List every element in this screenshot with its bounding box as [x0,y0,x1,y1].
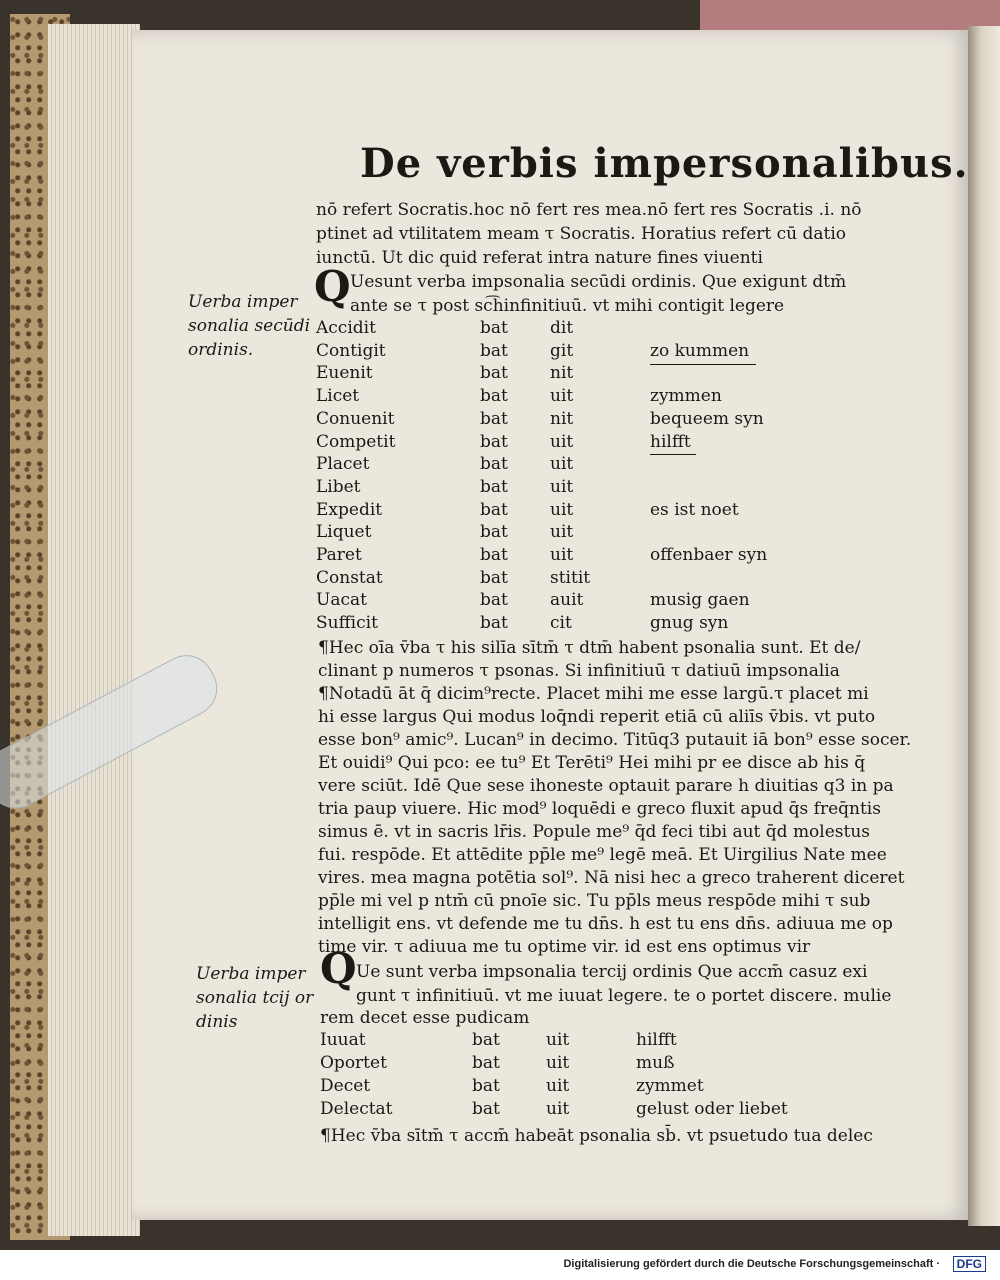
gloss-cell: hilfft [636,1030,677,1050]
ending-cell: bat [472,1053,500,1073]
text-line: ¶Hec v̄ba sītm̄ τ accm̄ habeāt psonalia sb̄. vt psuetudo tua delec [320,1126,873,1146]
ending-cell: bat [480,363,508,384]
ending-cell: bat [480,476,508,497]
verb-cell: Sufficit [316,613,378,634]
verb-cell: Competit [316,431,396,452]
margin-label: Uerba imper sonalia secūdi ordinis. [188,292,311,360]
page-stack-left [48,24,140,1236]
gloss-cell: muß [636,1053,675,1073]
text-line: clinant p numeros τ psonas. Si infinitiuū τ datiuū impsonalia [318,661,840,681]
ending-cell: bat [480,340,508,361]
ending-cell: bat [472,1076,500,1096]
text-line: intelligit ens. vt defende me tu dn̄s. h est tu ens dn̄s. adiuua me op [318,914,893,934]
gloss-cell: zymmen [650,386,722,407]
ending-cell: bat [480,499,508,520]
ending-cell: uit [550,386,574,407]
ending-cell: cit [550,613,572,634]
ending-cell: uit [550,499,574,520]
dfg-logo: DFG [953,1256,986,1272]
text-line: Ue sunt verba impsonalia tercij ordinis Que accm̄ casuz exi [356,962,868,982]
ending-cell: bat [472,1099,500,1119]
ending-cell: bat [480,454,508,475]
ending-cell: bat [480,408,508,429]
ending-cell: bat [480,386,508,407]
verb-cell: Liquet [316,522,372,543]
verb-cell: Libet [316,476,361,497]
text-line: esse bon⁹ amic⁹. Lucan⁹ in decimo. Titūq3 putauit iā bon⁹ esse socer. [318,730,912,750]
gloss-cell: bequeem syn [650,408,764,429]
gloss-cell: es ist noet [650,499,739,520]
ending-cell: nit [550,408,574,429]
text-line: fui. respōde. Et attēdite pp̄le me⁹ legē meā. Et Uirgilius Nate mee [318,845,887,865]
ending-cell: bat [472,1030,500,1050]
verb-cell: Placet [316,454,370,475]
verb-cell: Uacat [316,590,367,611]
page-title: De verbis impersonalibus. [360,140,969,187]
ending-cell: bat [480,545,508,565]
text-line: ptinet ad vtilitatem meam τ Socratis. Horatius refert cū datio [316,224,847,244]
verb-cell: Paret [316,545,362,565]
ending-cell: uit [546,1076,570,1096]
text-line: vires. mea magna potētia sol⁹. Nā nisi hec a greco traherent diceret [318,868,905,888]
ending-cell: git [550,340,574,361]
footer [0,1250,1000,1280]
text-line: pp̄le mi vel p ntm̄ cū pnoīe sic. Tu pp̄ls meus respōde mihi τ sub [318,891,871,911]
verb-cell: Decet [320,1076,371,1096]
gloss-cell: gelust oder liebet [636,1099,788,1119]
text-line: time vir. τ adiuua me tu optime vir. id est ens optimus vir [318,937,811,957]
ending-cell: bat [480,590,508,611]
text-line: tria paup viuere. Hic mod⁹ loquēdi e greco fluxit apud q̄s freq̄ntis [318,799,881,819]
gloss-cell: hilfft [650,431,691,452]
verb-cell: Conuenit [316,408,395,429]
text-line: Et ouidi⁹ Qui pco: ee tu⁹ Et Terēti⁹ Hei mihi pr ee disce ab his q̄ [318,753,866,773]
text-line: ante se τ post sc͡hinfinitiuū. vt mihi contigit legere [350,296,785,316]
verb-cell: Delectat [320,1099,393,1119]
verb-cell: Euenit [316,363,373,384]
ending-cell: uit [546,1030,570,1050]
text-line: iunctū. Ut dic quid referat intra nature fines viuenti [316,248,763,268]
ending-cell: uit [550,454,574,475]
text-line: hi esse largus Qui modus loq̄ndi reperit etiā cū aliīs v̄bis. vt puto [318,707,876,727]
ending-cell: bat [480,567,508,588]
underline-mark [650,454,696,455]
text-line: vere sciūt. Idē Que sese ihoneste optauit parare h diuitias q3 in pa [318,776,894,796]
text-line: gunt τ infinitiuū. vt me iuuat legere. te o portet discere. mulie [356,986,892,1006]
ending-cell: bat [480,318,508,338]
text-line: rem decet esse pudicam [320,1008,530,1028]
ending-cell: uit [550,476,574,497]
drop-cap: Q [314,262,351,311]
verb-cell: Contigit [316,340,386,361]
underline-mark [650,364,756,365]
ending-cell: auit [550,590,584,611]
text-line: simus ē. vt in sacris lr̄is. Popule me⁹ q̄d feci tibi aut q̄d molestus [318,822,871,842]
verb-cell: Accidit [316,318,376,338]
gloss-cell: offenbaer syn [650,545,768,565]
verb-cell: Licet [316,386,360,407]
ending-cell: uit [550,431,574,452]
ending-cell: uit [546,1053,570,1073]
page-stack-right [968,26,1000,1226]
margin-label: Uerba imper sonalia tcij or dinis [196,964,314,1032]
gloss-cell: zo kummen [650,340,750,361]
ending-cell: uit [546,1099,570,1119]
text-line: ¶Notadū āt q̄ dicim⁹recte. Placet mihi me esse largū.τ placet mi [318,684,869,704]
funding-credit: Digitalisierung gefördert durch die Deutsche Forschungsgemeinschaft · [563,1258,940,1270]
gloss-cell: musig gaen [650,590,750,611]
ending-cell: uit [550,545,574,565]
text-line: ¶Hec oīa v̄ba τ his silīa sītm̄ τ dtm̄ habent psonalia sunt. Et de/ [318,638,861,658]
verb-cell: Iuuat [320,1030,366,1050]
gloss-cell: zymmet [636,1076,704,1096]
gloss-cell: gnug syn [650,613,729,634]
ending-cell: dit [550,318,574,338]
ribbon [700,0,1000,32]
text-line: Uesunt verba impsonalia secūdi ordinis. Que exigunt dtm̄ [350,272,847,292]
verb-cell: Constat [316,567,383,588]
ending-cell: bat [480,613,508,634]
verb-cell: Oportet [320,1053,387,1073]
ending-cell: uit [550,522,574,543]
verb-cell: Expedit [316,499,383,520]
ending-cell: bat [480,522,508,543]
ending-cell: bat [480,431,508,452]
ending-cell: stitit [550,567,591,588]
drop-cap: Q [320,944,357,993]
ending-cell: nit [550,363,574,384]
text-line: nō refert Socratis.hoc nō fert res mea.nō fert res Socratis .i. nō [316,200,862,220]
